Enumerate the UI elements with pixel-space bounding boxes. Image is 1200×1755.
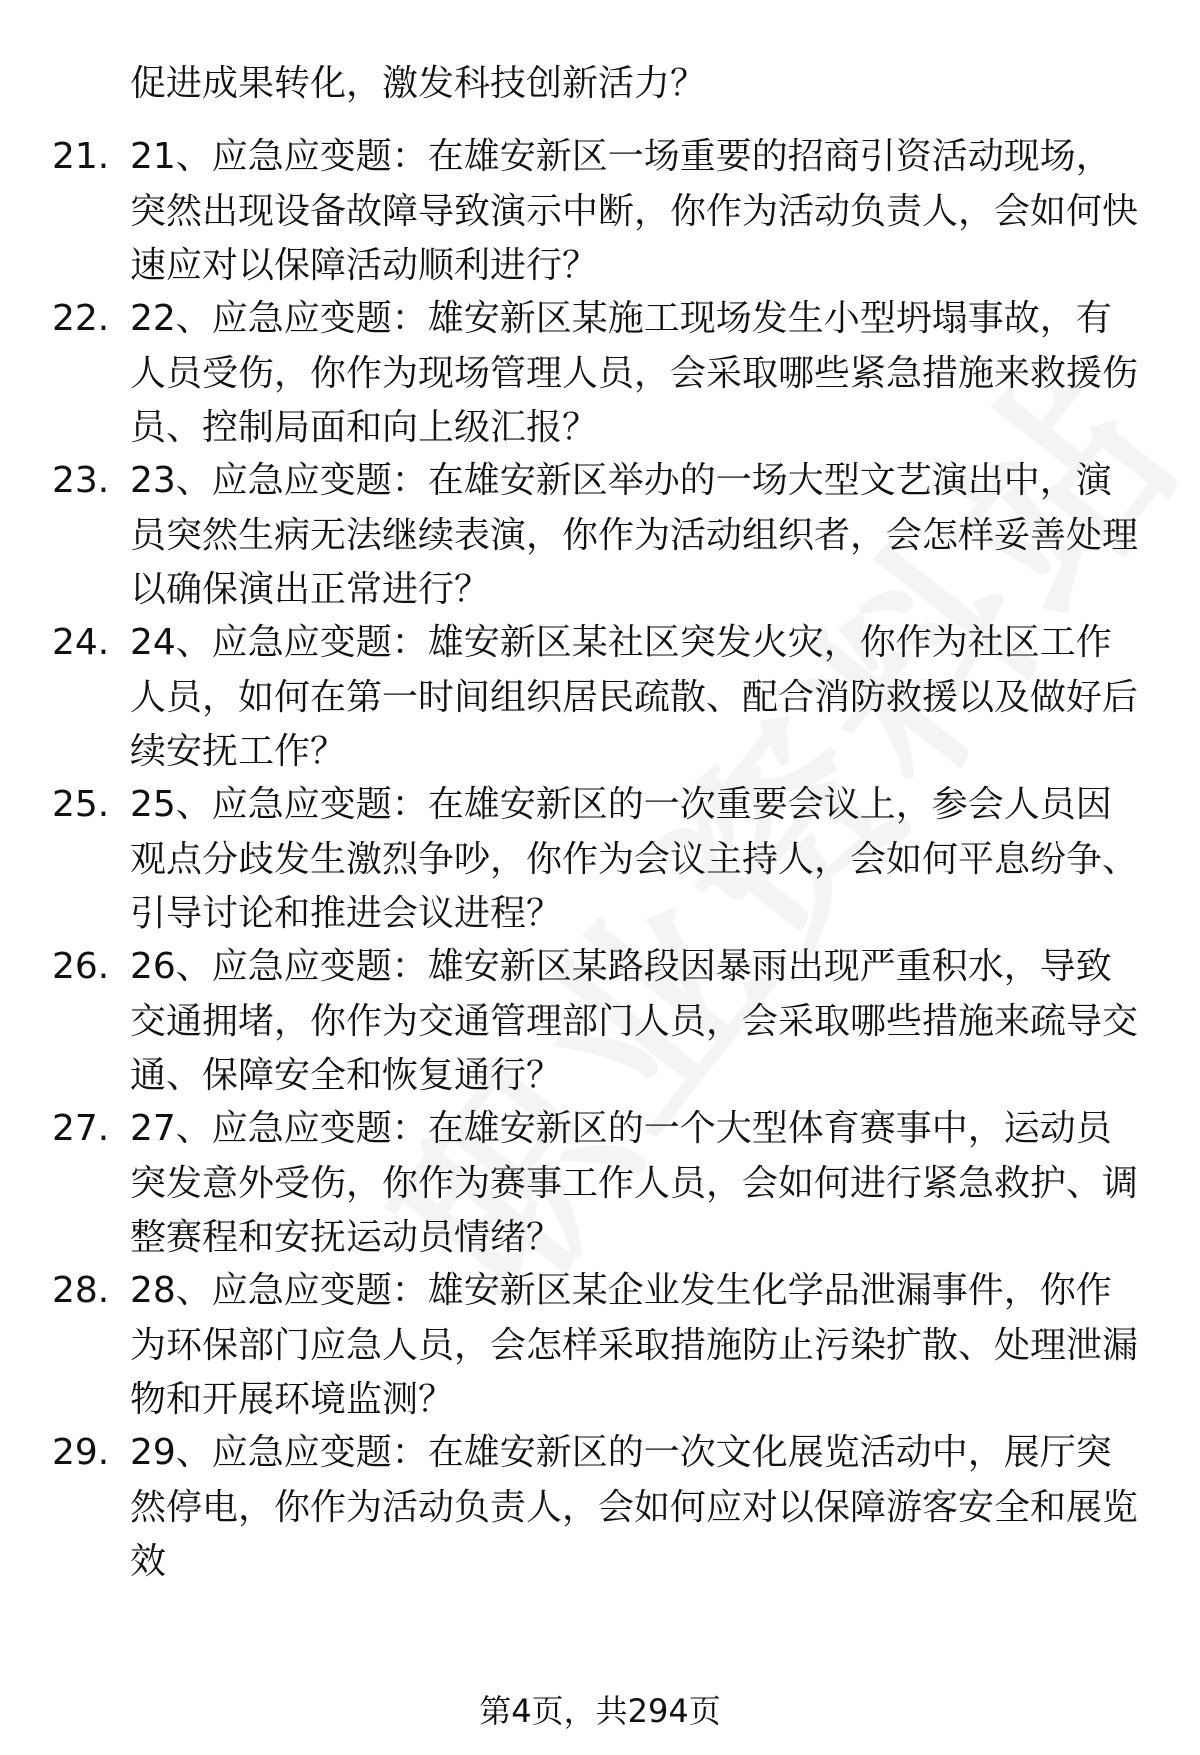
question-number: 21. <box>52 136 110 177</box>
question-text: 27、应急应变题：在雄安新区的一个大型体育赛事中，运动员突发意外受伤，你作为赛事工作人员，会如何进行紧急救护、调整赛程和安抚运动员情绪？ <box>130 1108 1139 1258</box>
question-number: 22. <box>52 298 110 339</box>
question-number: 26. <box>52 946 110 987</box>
question-text: 24、应急应变题：雄安新区某社区突发火灾，你作为社区工作人员，如何在第一时间组织居民疏散、配合消防救援以及做好后续安抚工作？ <box>130 622 1139 772</box>
continuation-text: 促进成果转化，激发科技创新活力？ <box>130 63 707 104</box>
question-text: 23、应急应变题：在雄安新区举办的一场大型文艺演出中，演员突然生病无法继续表演，你作为活动组织者，会怎样妥善处理以确保演出正常进行？ <box>130 460 1139 610</box>
question-number: 25. <box>52 784 110 825</box>
question-number: 28. <box>52 1270 110 1311</box>
page-footer: 第4页，共294页 <box>479 1692 721 1730</box>
question-text: 22、应急应变题：雄安新区某施工现场发生小型坍塌事故，有人员受伤，你作为现场管理人员，会采取哪些紧急措施来救援伤员、控制局面和向上级汇报？ <box>130 298 1139 448</box>
question-text: 29、应急应变题：在雄安新区的一次文化展览活动中，展厅突然停电，你作为活动负责人，会如何应对以保障游客安全和展览效 <box>130 1432 1139 1582</box>
question-text: 26、应急应变题：雄安新区某路段因暴雨出现严重积水，导致交通拥堵，你作为交通管理部门人员，会采取哪些措施来疏导交通、保障安全和恢复通行？ <box>130 946 1139 1096</box>
question-text: 25、应急应变题：在雄安新区的一次重要会议上，参会人员因观点分歧发生激烈争吵，你作为会议主持人，会如何平息纷争、引导讨论和推进会议进程？ <box>130 784 1139 934</box>
question-number: 23. <box>52 460 110 501</box>
question-number: 24. <box>52 622 110 663</box>
question-text: 21、应急应变题：在雄安新区一场重要的招商引资活动现场，突然出现设备故障导致演示中断，你作为活动负责人，会如何快速应对以保障活动顺利进行？ <box>130 136 1139 286</box>
question-number: 29. <box>52 1432 110 1473</box>
question-text: 28、应急应变题：雄安新区某企业发生化学品泄漏事件，你作为环保部门应急人员，会怎样采取措施防止污染扩散、处理泄漏物和开展环境监测？ <box>130 1270 1139 1420</box>
question-number: 27. <box>52 1108 110 1149</box>
